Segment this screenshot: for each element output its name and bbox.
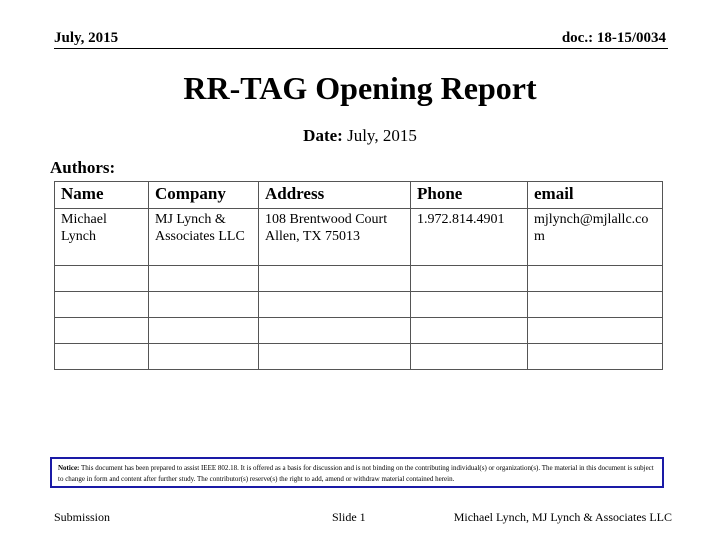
- date-line: [0, 126, 720, 146]
- footer-submission: Submission: [54, 510, 111, 524]
- empty-cell: [528, 344, 663, 370]
- empty-cell: [149, 318, 259, 344]
- table-row-empty: [55, 266, 663, 292]
- empty-cell: [528, 318, 663, 344]
- empty-cell: [528, 266, 663, 292]
- empty-cell: [259, 344, 411, 370]
- empty-cell: [149, 344, 259, 370]
- header-date: July, 2015: [54, 30, 119, 46]
- column-header-email: email: [528, 182, 663, 209]
- date-value: July, 2015: [347, 126, 417, 145]
- empty-cell: [55, 292, 149, 318]
- cell-company: MJ Lynch & Associates LLC: [149, 209, 259, 266]
- empty-cell: [528, 292, 663, 318]
- empty-cell: [149, 266, 259, 292]
- empty-cell: [259, 266, 411, 292]
- notice-text: This document has been prepared to assist IEEE 802.18. It is offered as a basis for discussion and is not binding on the contributing individual(s) or organization(s). The material in this document is subject to change in form and content after further study. The contributor(s) reserve(s) the right to add, amend or withdraw material contained herein.: [58, 464, 654, 483]
- empty-cell: [55, 344, 149, 370]
- empty-cell: [411, 266, 528, 292]
- cell-email: mjlynch@mjlallc.com: [528, 209, 663, 266]
- authors-table: [54, 181, 663, 370]
- cell-name: Michael Lynch: [55, 209, 149, 266]
- table-row: [55, 209, 663, 266]
- authors-label: Authors:: [50, 158, 116, 177]
- cell-address: 108 Brentwood Court Allen, TX 75013: [259, 209, 411, 266]
- footer-slide-number: Slide 1: [332, 510, 366, 524]
- empty-cell: [411, 344, 528, 370]
- column-header-company: Company: [149, 182, 259, 209]
- table-row-empty: [55, 318, 663, 344]
- empty-cell: [149, 292, 259, 318]
- column-header-name: Name: [55, 182, 149, 209]
- table-row-empty: [55, 344, 663, 370]
- notice-label: Notice:: [58, 464, 80, 472]
- empty-cell: [259, 318, 411, 344]
- date-label: Date:: [303, 126, 343, 145]
- slide-title: RR-TAG Opening Report: [183, 70, 537, 106]
- table-row-empty: [55, 292, 663, 318]
- table-header-row: [55, 182, 663, 209]
- empty-cell: [55, 318, 149, 344]
- empty-cell: [55, 266, 149, 292]
- empty-cell: [411, 318, 528, 344]
- empty-cell: [411, 292, 528, 318]
- column-header-address: Address: [259, 182, 411, 209]
- column-header-phone: Phone: [411, 182, 528, 209]
- footer-author: Michael Lynch, MJ Lynch & Associates LLC: [453, 510, 672, 524]
- empty-cell: [259, 292, 411, 318]
- header-divider: [54, 48, 668, 49]
- cell-phone: 1.972.814.4901: [411, 209, 528, 266]
- notice-box: [50, 457, 664, 488]
- header-doc-number: doc.: 18-15/0034: [561, 30, 666, 46]
